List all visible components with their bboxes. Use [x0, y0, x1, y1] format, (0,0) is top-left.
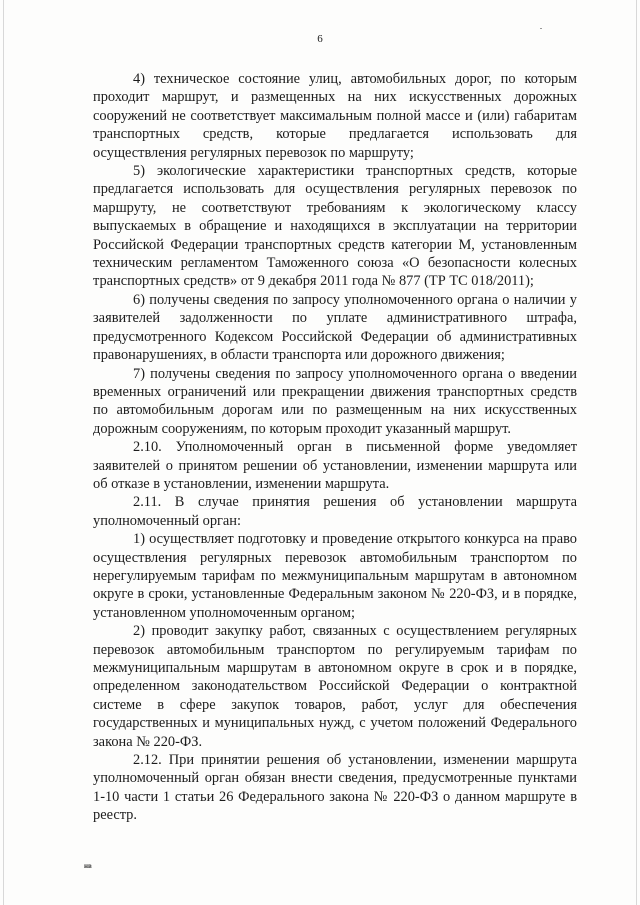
paragraph-item-4: 4) техническое состояние улиц, автомобильных дорог, по которым проходит маршрут, и размещенных на них искусственных дорожных сооружений не соответствует максимальным полной массе и (или) габаритам транспортных средств, которые предлагается использовать для осуществления регулярных перевозок по маршруту;	[93, 71, 577, 161]
page-number: 6	[317, 33, 323, 45]
paragraph-2-12: 2.12. При принятии решения об установлении, изменении маршрута уполномоченный орган обязан внести сведения, предусмотренные пунктами 1-10 части 1 статьи 26 Федерального закона № 220-ФЗ о данном маршруте в реестр.	[93, 752, 577, 824]
footer-initials: нв	[84, 862, 92, 870]
scan-edge-left	[3, 0, 4, 905]
paragraph-item-7: 7) получены сведения по запросу уполномоченного органа о введении временных ограничений или прекращении движения транспортных средств по автомобильным дорогам или по размещенным на них искусственных дорожным сооружениям, по которым проходит указанный маршрут.	[93, 365, 577, 437]
scan-speck	[540, 28, 542, 29]
document-body	[93, 70, 577, 825]
paragraph-2-11-item-1: 1) осуществляет подготовку и проведение открытого конкурса на право осуществления регулярных перевозок автомобильным транспортом по нерегулируемым тарифам по межмуниципальным маршрутам в автономном округе в сроки, установленные Федеральным законом № 220-ФЗ, и в порядке, установленном уполномоченным органом;	[93, 531, 577, 621]
paragraph-item-6: 6) получены сведения по запросу уполномоченного органа о наличии у заявителей задолженности по уплате административного штрафа, предусмотренного Кодексом Российской Федерации об административных правонарушениях, в области транспорта или дорожного движения;	[93, 291, 577, 364]
paragraph-2-11-item-2: 2) проводит закупку работ, связанных с осуществлением регулярных перевозок автомобильным транспортом по регулируемым тарифам по межмуниципальным маршрутам в автономном округе в срок и в порядке, определенном законодательством Российской Федерации о контрактной системе в сфере закупок товаров, работ, услуг для обеспечения государственных и муниципальных нужд, с учетом положений Федерального закона № 220-ФЗ.	[93, 623, 577, 750]
scan-edge-right	[636, 0, 637, 905]
paragraph-item-5: 5) экологические характеристики транспортных средств, которые предлагается использовать для осуществления регулярных перевозок по маршруту, не соответствуют требованиям к экологическому классу выпускаемых в обращение и находящихся в эксплуатации на территории Российской Федерации транспортных средств категории М, установленным техническим регламентом Таможенного союза «О безопасности колесных транспортных средств» от 9 декабря 2011 года № 877 (ТР ТС 018/2011);	[93, 163, 577, 290]
paragraph-2-11: 2.11. В случае принятия решения об установлении маршрута уполномоченный орган:	[93, 494, 577, 529]
paragraph-2-10: 2.10. Уполномоченный орган в письменной форме уведомляет заявителей о принятом решении об установлении, изменении маршрута или об отказе в установлении, изменении маршрута.	[93, 439, 577, 492]
